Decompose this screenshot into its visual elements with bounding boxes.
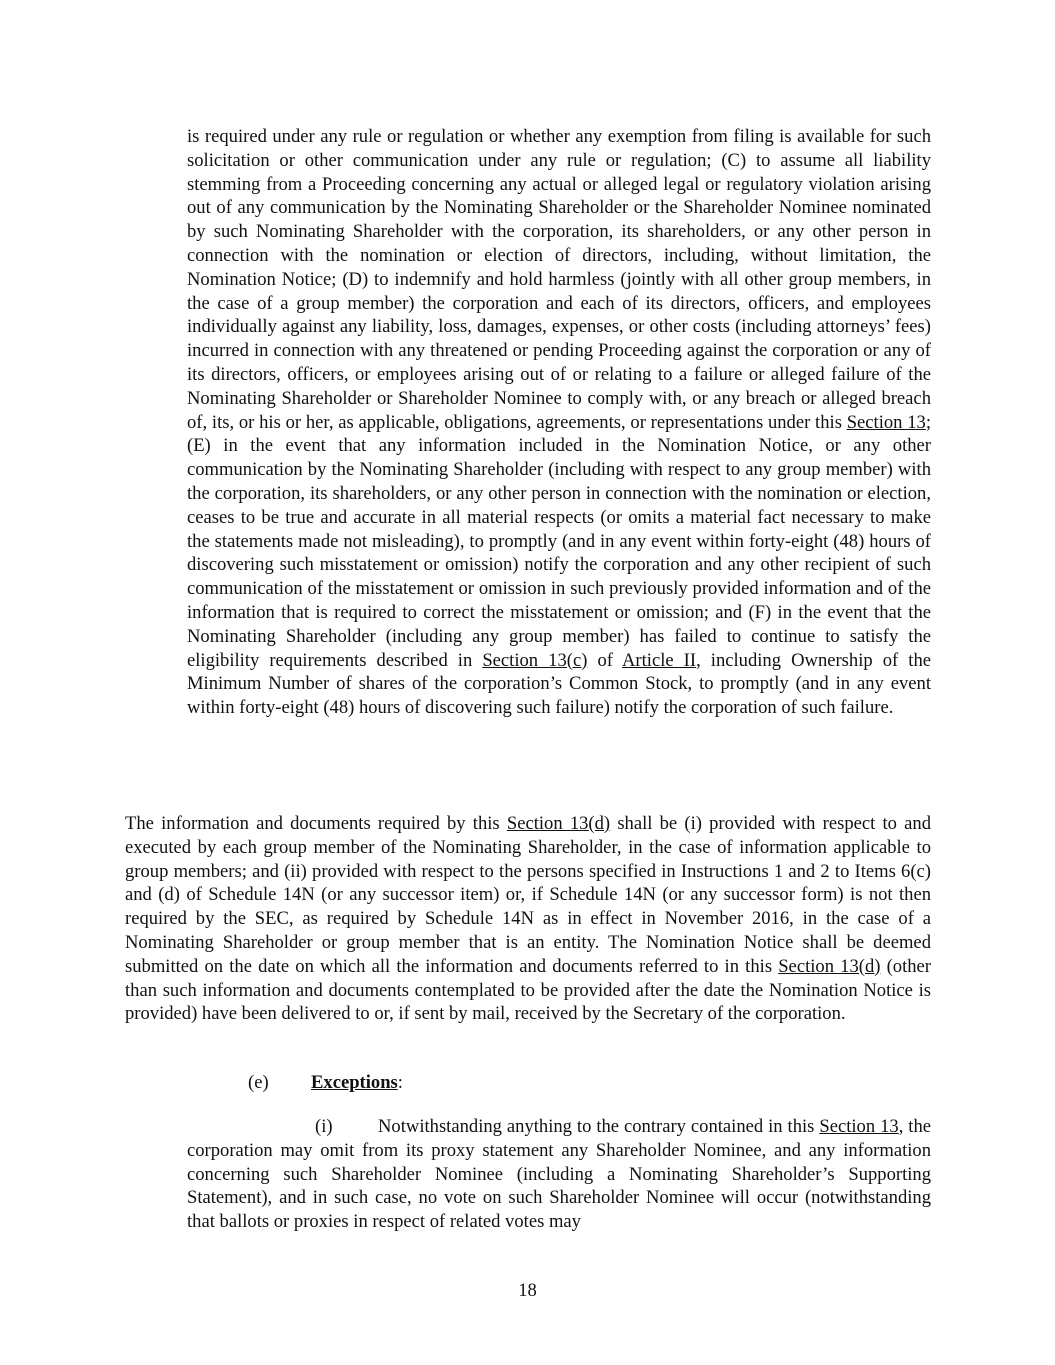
heading-colon: : [397,1072,403,1093]
text: of [587,649,622,671]
section-13-reference: Section 13 [846,411,926,433]
subsection-label: (e) [248,1072,269,1093]
paragraph-information-documents [125,812,931,1026]
article-ii-reference: Article II [622,649,697,671]
text: Notwithstanding anything to the contrary contained in this [378,1116,820,1137]
text: , the corporation may omit from its proxy statement any Shareholder Nominee, and any information concerning such Shareholder Nominee (including a Nominating Shareholder’s Supporting Statement), and in such case, no vote on such Shareholder Nominee will occur (notwithstanding that ballots or proxies in respect of related votes may [187,1116,932,1233]
text: shall be (i) provided with respect to and executed by each group member of the Nominating Shareholder, in the case of information applicable to group members; and (ii) provided with respect to the persons specified in Instructions 1 and 2 to Items 6(c) and (d) of Schedule 14N (or any successor item) or, if Schedule 14N (or any successor form) is not then required by the SEC, as required by Schedule 14N as in effect in November 2016, in the case of a Nominating Shareholder or group member that is an entity. The Nomination Notice shall be deemed submitted on the date on which all the information and documents referred to in this [125,813,932,977]
section-13d-reference: Section 13(d) [778,955,881,977]
text: ; (E) in the event that any information included in the Nomination Notice, or any other communication by the Nominating Shareholder (including with respect to any group member) with the corporation, its shareholders, or any other person in connection with the nomination or election, ceases to be true and accurate in all material respects (or omits a material fact necessary to make the statements made not misleading), to promptly (and in any event within forty-eight (48) hours of discovering such misstatement or omission) notify the corporation and any other recipient of such communication of the misstatement or omission in such previously provided information and of the information that is required to correct the misstatement or omission; and (F) in the event that the Nominating Shareholder (including any group member) has failed to continue to satisfy the eligibility requirements described in [187,411,931,671]
text: , including Ownership of the Minimum Number of shares of the corporation’s Common Stock, to promptly (and in any event within forty-eight (48) hours of discovering such failure) notify the corporation of such failure. [187,649,932,719]
page-number: 18 [518,1280,537,1301]
section-13c-reference: Section 13(c) [482,649,588,671]
text: (other than such information and documents contemplated to be provided after the date the Nomination Notice is provided) have been delivered to or, if sent by mail, received by the Secretary of the corporation. [125,955,931,1025]
text: The information and documents required by this [125,813,507,834]
exceptions-heading: Exceptions [311,1072,398,1093]
text: is required under any rule or regulation or whether any exemption from filing is available for such solicitation or other communication under any rule or regulation; (C) to assume all liability stemming from a Proceeding concerning any actual or alleged legal or regulatory violation arising out of any communication by the Nominating Shareholder or the Shareholder Nominee nominated by such Nominating Shareholder with the corporation, its shareholders, or any other person in connection with the nomination or election of directors, including, without limitation, the Nomination Notice; (D) to indemnify and hold harmless (jointly with all other group members, in the case of a group member) the corporation and each of its directors, officers, and employees individually against any liability, loss, damages, expenses, or other costs (including attorneys’ fees) incurred in connection with any threatened or pending Proceeding against the corporation or any of its directors, officers, or employees arising out of or relating to a failure or alleged failure of the Nominating Shareholder or Shareholder Nominee to comply with, or any breach or alleged breach of, its, or his or her, as applicable, obligations, agreements, or representations under this [187,126,931,433]
item-label: (i) [315,1116,333,1137]
section-13d-reference: Section 13(d) [506,813,611,834]
section-13-reference: Section 13 [819,1116,899,1137]
subsection-heading-exceptions [248,1071,403,1095]
paragraph-obligations-continued [187,125,931,720]
paragraph-exception-i [187,1115,931,1234]
